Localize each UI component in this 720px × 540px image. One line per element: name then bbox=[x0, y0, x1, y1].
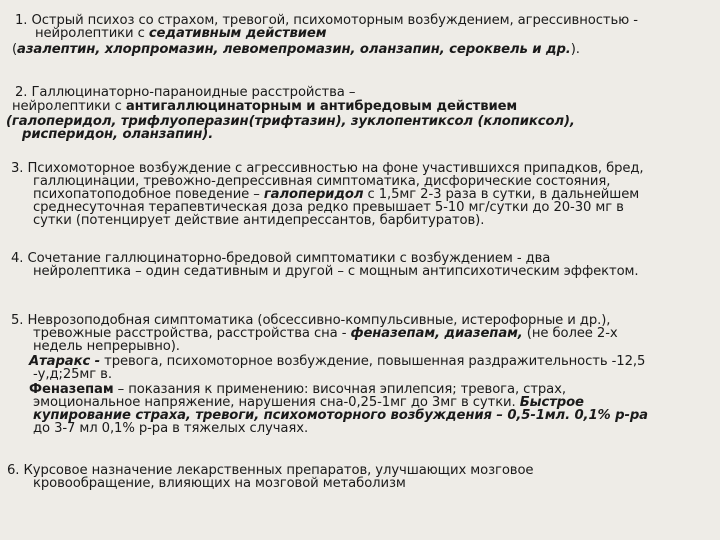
item-1 bbox=[12, 13, 638, 57]
item-3 bbox=[11, 162, 644, 227]
item-6 bbox=[7, 464, 533, 490]
item-5-line-4: Атаракс - тревога, психомоторное возбуждение, повышенная раздражительность -12,5 bbox=[29, 354, 646, 369]
item-3-line-2: галлюцинации, тревожно-депрессивная симптоматика, дисфорические состояния, bbox=[33, 174, 611, 189]
item-1-line-1: 1. Острый психоз со страхом, тревогой, психомоторным возбуждением, агрессивностью - bbox=[15, 13, 638, 28]
item-5-line-5: -у,д;25мг в. bbox=[33, 367, 112, 382]
item-5-line-2: тревожные расстройства, расстройства сна - феназепам, диазепам, (не более 2-х bbox=[33, 326, 618, 341]
item-2-line-2: нейролептики с антигаллюцинаторным и антибредовым действием bbox=[12, 99, 518, 114]
item-5-line-7: эмоциональное напряжение, нарушения сна-0,25-1мг до 3мг в сутки. Быстрое bbox=[33, 395, 584, 410]
item-5-line-8: купирование страха, тревоги, психомоторного возбуждения – 0,5-1мл. 0,1% р-ра bbox=[33, 408, 648, 423]
item-3-line-1: 3. Психомоторное возбуждение с агрессивностью на фоне участившихся припадков, бред, bbox=[11, 161, 644, 176]
item-2-line-3: (галоперидол, трифлуоперазин(трифтазин), зуклопентиксол (клопиксол), bbox=[6, 114, 575, 129]
item-4-line-2: нейролептика – один седативным и другой – с мощным антипсихотическим эффектом. bbox=[33, 264, 639, 279]
item-3-line-4: среднесуточная терапевтическая доза редко превышает 5-10 мг/сутки до 20-30 мг в bbox=[33, 200, 624, 215]
item-2 bbox=[6, 85, 575, 142]
item-5 bbox=[11, 314, 648, 435]
item-1-line-2: нейролептики с седативным действием bbox=[35, 26, 327, 41]
item-6-line-2: кровообращение, влияющих на мозговой метаболизм bbox=[33, 476, 406, 491]
item-5-line-6: Феназепам – показания к применению: височная эпилепсия; тревога, страх, bbox=[29, 382, 566, 397]
item-6-line-1: 6. Курсовое назначение лекарственных препаратов, улучшающих мозговое bbox=[7, 463, 534, 478]
item-2-line-1: 2. Галлюцинаторно-параноидные расстройства – bbox=[15, 85, 356, 100]
item-4 bbox=[11, 252, 639, 278]
item-3-line-3: психопатоподобное поведение – галоперидол с 1,5мг 2-3 раза в сутки, в дальнейшем bbox=[33, 187, 640, 202]
item-5-line-9: до 3-7 мл 0,1% р-ра в тяжелых случаях. bbox=[33, 421, 309, 436]
item-1-line-3: (азалептин, хлорпромазин, левомепромазин, оланзапин, сероквель и др.). bbox=[12, 42, 580, 57]
item-4-line-1: 4. Сочетание галлюцинаторно-бредовой симптоматики с возбуждением - два bbox=[11, 251, 551, 266]
item-2-line-4: рисперидон, оланзапин). bbox=[22, 127, 214, 142]
item-5-line-1: 5. Неврозоподобная симптоматика (обсессивно-компульсивные, истерофорные и др.), bbox=[11, 313, 611, 328]
item-3-line-5: сутки (потенцирует действие антидепрессантов, барбитуратов). bbox=[33, 213, 485, 228]
item-5-line-3: недель непрерывно). bbox=[33, 339, 180, 354]
